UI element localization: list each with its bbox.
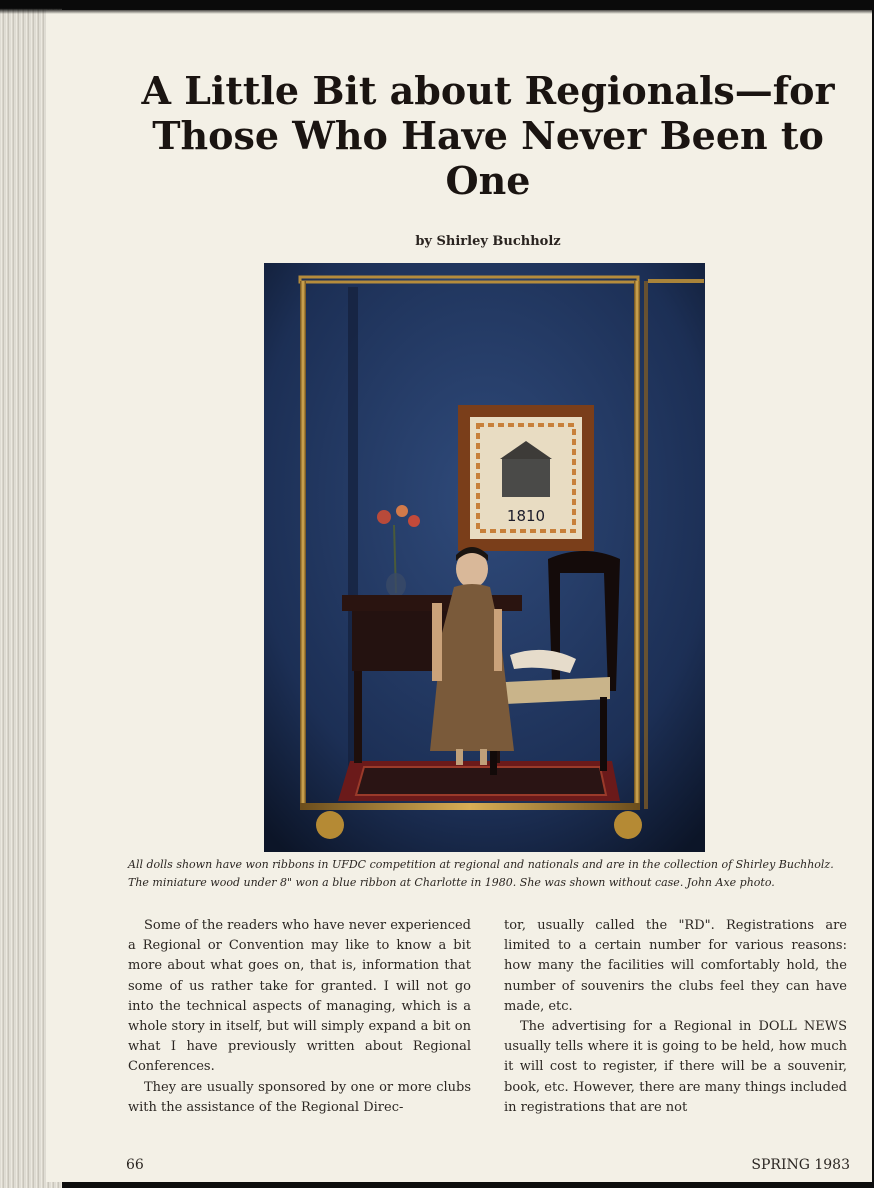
article-title: A Little Bit about Regionals—for Those Who Have Never Been to One xyxy=(141,68,835,203)
case-left-post xyxy=(300,281,306,809)
body-column-left xyxy=(128,916,471,1118)
sampler-year: 1810 xyxy=(506,507,546,525)
paragraph: They are usually sponsored by one or more clubs with the assistance of the Regional Direc- xyxy=(128,1079,471,1115)
issue-label: SPRING 1983 xyxy=(751,1157,850,1173)
doll-in-case-illustration xyxy=(264,263,705,852)
page-number: 66 xyxy=(126,1157,144,1173)
paragraph: tor, usually called the "RD". Registrations are limited to a certain number for various reasons: how many the facilities will comfortably hold, the number of souvenirs the clubs feel they can have made, etc. xyxy=(504,918,847,1014)
case-foot-left xyxy=(316,811,344,839)
doll-photo xyxy=(264,263,705,852)
flower xyxy=(408,515,420,527)
byline: by Shirley Buchholz xyxy=(415,234,561,249)
paragraph: The advertising for a Regional in DOLL NEWS usually tells where it is going to be held, how much it will cost to register, if there will be a souvenir, book, etc. However, there are many things included in registrations that are not xyxy=(504,1019,847,1115)
case-base-rail xyxy=(300,803,640,810)
case-foot-right xyxy=(614,811,642,839)
top-shadow xyxy=(0,0,874,14)
case-top-rail xyxy=(300,277,638,282)
paragraph: Some of the readers who have never experienced a Regional or Convention may like to know a bit more about what goes on, that is, information that some of us rather take for granted. I will not go into the technical aspects of managing, which is a whole story in itself, but will simply expand a bit on what I have previously written about Regional Conferences. xyxy=(128,918,471,1075)
vase xyxy=(386,573,406,597)
flower xyxy=(377,510,391,524)
case-right-post xyxy=(634,281,640,809)
body-column-right xyxy=(504,916,847,1118)
sampler-house xyxy=(502,459,550,497)
flower xyxy=(396,505,408,517)
photo-caption: All dolls shown have won ribbons in UFDC competition at regional and nationals and are in the collection of Shirley Buchholz. The miniature wood under 8" won a blue ribbon at Charlotte in 1980. She was shown without case. John Axe photo. xyxy=(128,858,834,889)
